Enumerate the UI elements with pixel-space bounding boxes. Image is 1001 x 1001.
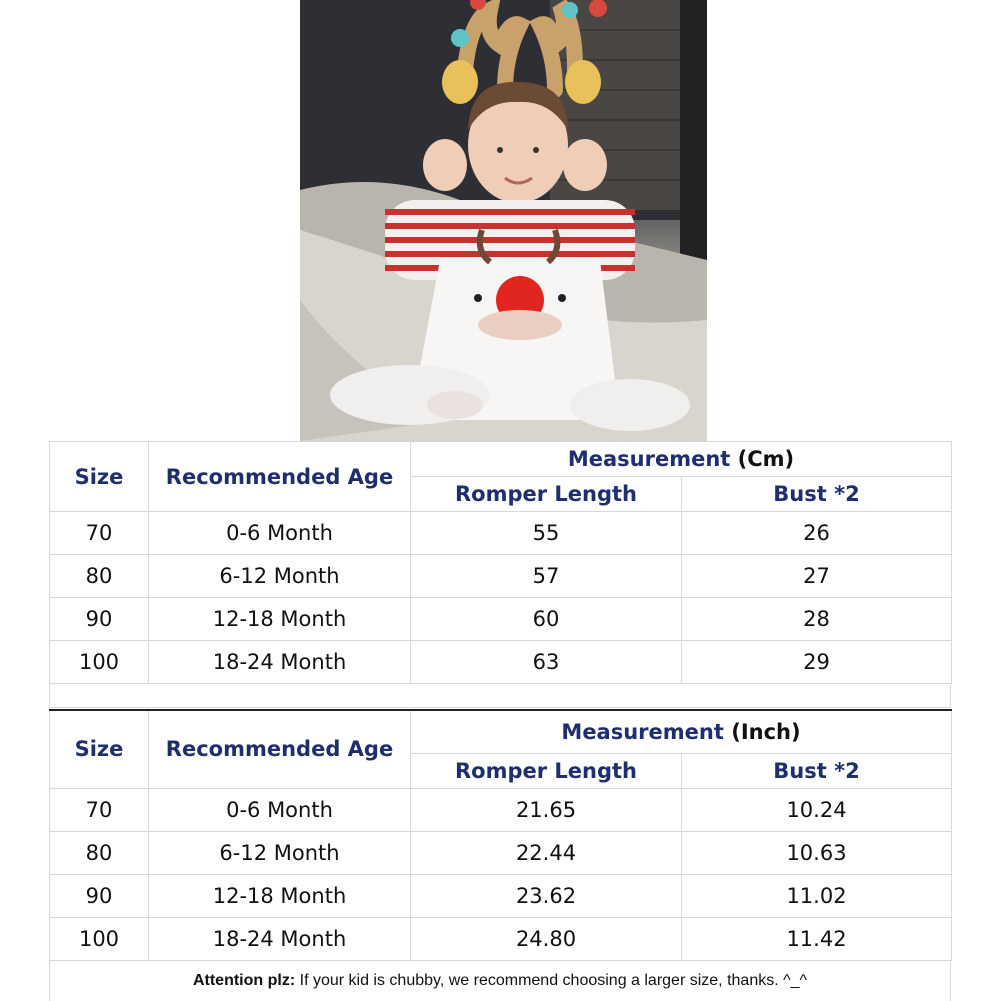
cell-bust: 29 (682, 641, 952, 684)
cell-size: 70 (50, 788, 149, 831)
cell-size: 70 (50, 512, 149, 555)
cell-romper-length: 57 (411, 555, 682, 598)
product-photo (300, 0, 707, 441)
cell-age: 6-12 Month (149, 831, 411, 874)
note-label: Attention plz: (192, 972, 296, 989)
header-measurement (411, 710, 952, 753)
header-size: Size (50, 442, 149, 512)
header-romper-length: Romper Length (411, 753, 682, 788)
table-row (50, 874, 952, 917)
table-spacer (49, 684, 951, 708)
attention-note (49, 960, 951, 1001)
cell-age: 12-18 Month (149, 598, 411, 641)
cell-bust: 10.63 (682, 831, 952, 874)
measurement-label: Measurement (567, 447, 731, 471)
cell-bust: 26 (682, 512, 952, 555)
cell-size: 80 (50, 555, 149, 598)
header-bust: Bust *2 (682, 477, 952, 512)
cell-romper-length: 60 (411, 598, 682, 641)
size-table-inch (49, 709, 952, 961)
cell-bust: 11.42 (682, 917, 952, 960)
cell-age: 18-24 Month (149, 641, 411, 684)
measurement-label: Measurement (561, 719, 724, 744)
table-row (50, 598, 952, 641)
measurement-unit: (Inch) (731, 719, 801, 744)
cell-bust: 10.24 (682, 788, 952, 831)
size-table-cm (49, 441, 952, 684)
note-text: If your kid is chubby, we recommend choosing a larger size, thanks. ^_^ (295, 972, 808, 989)
cell-age: 6-12 Month (149, 555, 411, 598)
cell-age: 0-6 Month (149, 788, 411, 831)
header-recommended-age: Recommended Age (149, 442, 411, 512)
header-romper-length: Romper Length (411, 477, 682, 512)
table-row (50, 641, 952, 684)
cell-age: 18-24 Month (149, 917, 411, 960)
cell-size: 90 (50, 874, 149, 917)
cell-bust: 28 (682, 598, 952, 641)
table-row (50, 831, 952, 874)
header-measurement (411, 442, 952, 477)
cell-size: 100 (50, 641, 149, 684)
table-row (50, 917, 952, 960)
measurement-unit: (Cm) (737, 447, 795, 471)
cell-romper-length: 22.44 (411, 831, 682, 874)
cell-age: 12-18 Month (149, 874, 411, 917)
table-row (50, 555, 952, 598)
table-row (50, 788, 952, 831)
header-recommended-age: Recommended Age (149, 710, 411, 788)
cell-size: 80 (50, 831, 149, 874)
cell-romper-length: 23.62 (411, 874, 682, 917)
cell-bust: 27 (682, 555, 952, 598)
header-size: Size (50, 710, 149, 788)
cell-romper-length: 55 (411, 512, 682, 555)
cell-romper-length: 21.65 (411, 788, 682, 831)
cell-size: 90 (50, 598, 149, 641)
cell-romper-length: 63 (411, 641, 682, 684)
cell-age: 0-6 Month (149, 512, 411, 555)
header-bust: Bust *2 (682, 753, 952, 788)
cell-bust: 11.02 (682, 874, 952, 917)
cell-romper-length: 24.80 (411, 917, 682, 960)
table-row (50, 512, 952, 555)
cell-size: 100 (50, 917, 149, 960)
baby-reindeer-photo-icon (300, 0, 707, 441)
